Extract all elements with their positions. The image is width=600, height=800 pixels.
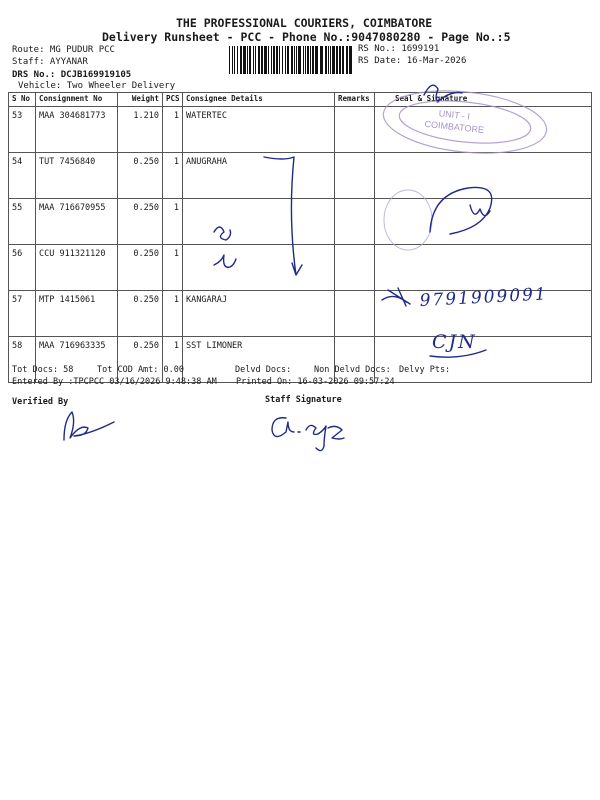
delivery-points: Delvy Pts: xyxy=(399,365,451,375)
column-header-remarks: Remarks xyxy=(335,93,375,107)
cell-consignment: MAA 716670955 xyxy=(36,199,118,245)
entered-by: Entered By :TPCPCC 03/16/2026 9:48:38 AM xyxy=(12,377,217,387)
cell-weight: 1.210 xyxy=(118,107,163,153)
column-header-weight: Weight xyxy=(118,93,163,107)
stamp-line-2: COIMBATORE xyxy=(424,118,485,135)
cell-sno: 54 xyxy=(9,153,36,199)
cell-weight: 0.250 xyxy=(118,199,163,245)
total-cod-amount: Tot COD Amt: 0.00 xyxy=(97,365,184,375)
stamp-line-1: UNIT - I xyxy=(438,108,471,122)
cell-pcs: 1 xyxy=(163,199,183,245)
cell-consignment: TUT 7456840 xyxy=(36,153,118,199)
column-header-seal-signature: Seal & Signature xyxy=(375,93,592,107)
cell-sno: 55 xyxy=(9,199,36,245)
cell-pcs: 1 xyxy=(163,337,183,383)
signature-row-57 xyxy=(382,288,410,306)
cell-weight: 0.250 xyxy=(118,245,163,291)
staff-signature-label: Staff Signature xyxy=(265,395,342,405)
signature-row-55 xyxy=(430,187,492,234)
cell-weight: 0.250 xyxy=(118,337,163,383)
cell-sno: 56 xyxy=(9,245,36,291)
cell-pcs: 1 xyxy=(163,291,183,337)
staff-signature xyxy=(272,418,344,451)
header-scribble xyxy=(424,85,462,100)
note-scribble-1 xyxy=(214,227,231,240)
cell-sno: 57 xyxy=(9,291,36,337)
cell-consignee: SST LIMONER xyxy=(183,337,335,383)
verified-by-label: Verified By xyxy=(12,397,69,407)
cell-consignee: WATERTEC xyxy=(183,107,335,153)
column-header-pcs: PCS xyxy=(163,93,183,107)
rs-date: RS Date: 16-Mar-2026 xyxy=(358,56,467,66)
delivered-docs: Delvd Docs: xyxy=(235,365,292,375)
staff-label: Staff: AYYANAR xyxy=(12,57,88,67)
verifier-signature xyxy=(64,412,114,440)
cell-consignment: CCU 911321120 xyxy=(36,245,118,291)
handwritten-initials: CJN xyxy=(432,331,477,353)
non-delivered-docs: Non Delvd Docs: xyxy=(314,365,391,375)
bracket-mark xyxy=(264,157,302,275)
vehicle-label: Vehicle: Two Wheeler Delivery xyxy=(18,81,176,91)
cell-pcs: 1 xyxy=(163,245,183,291)
column-header-consignment: Consignment No xyxy=(36,93,118,107)
drs-number: DRS No.: DCJB169919105 xyxy=(12,70,132,80)
cell-consignee: ANUGRAHA xyxy=(183,153,335,199)
cell-consignment: MTP 1415061 xyxy=(36,291,118,337)
cell-pcs: 1 xyxy=(163,107,183,153)
cell-sno: 53 xyxy=(9,107,36,153)
column-header-sno: S No xyxy=(9,93,36,107)
cell-weight: 0.250 xyxy=(118,291,163,337)
cell-consignee: KANGARAJ xyxy=(183,291,335,337)
printed-on: Printed On: 16-03-2026 09:57:24 xyxy=(236,377,395,387)
cell-consignment: MAA 304681773 xyxy=(36,107,118,153)
cell-sno: 58 xyxy=(9,337,36,383)
cell-pcs: 1 xyxy=(163,153,183,199)
runsheet-title: Delivery Runsheet - PCC - Phone No.:9047080280 - Page No.:5 xyxy=(102,30,511,44)
company-title: THE PROFESSIONAL COURIERS, COIMBATORE xyxy=(176,16,433,30)
route-label: Route: MG PUDUR PCC xyxy=(12,45,115,55)
rs-number: RS No.: 1699191 xyxy=(358,44,440,54)
column-header-consignee: Consignee Details xyxy=(183,93,335,107)
handwritten-phone: 9791909091 xyxy=(419,284,549,311)
cell-consignment: MAA 716963335 xyxy=(36,337,118,383)
cell-weight: 0.250 xyxy=(118,153,163,199)
total-docs: Tot Docs: 58 xyxy=(12,365,74,375)
note-scribble-2 xyxy=(214,255,236,267)
